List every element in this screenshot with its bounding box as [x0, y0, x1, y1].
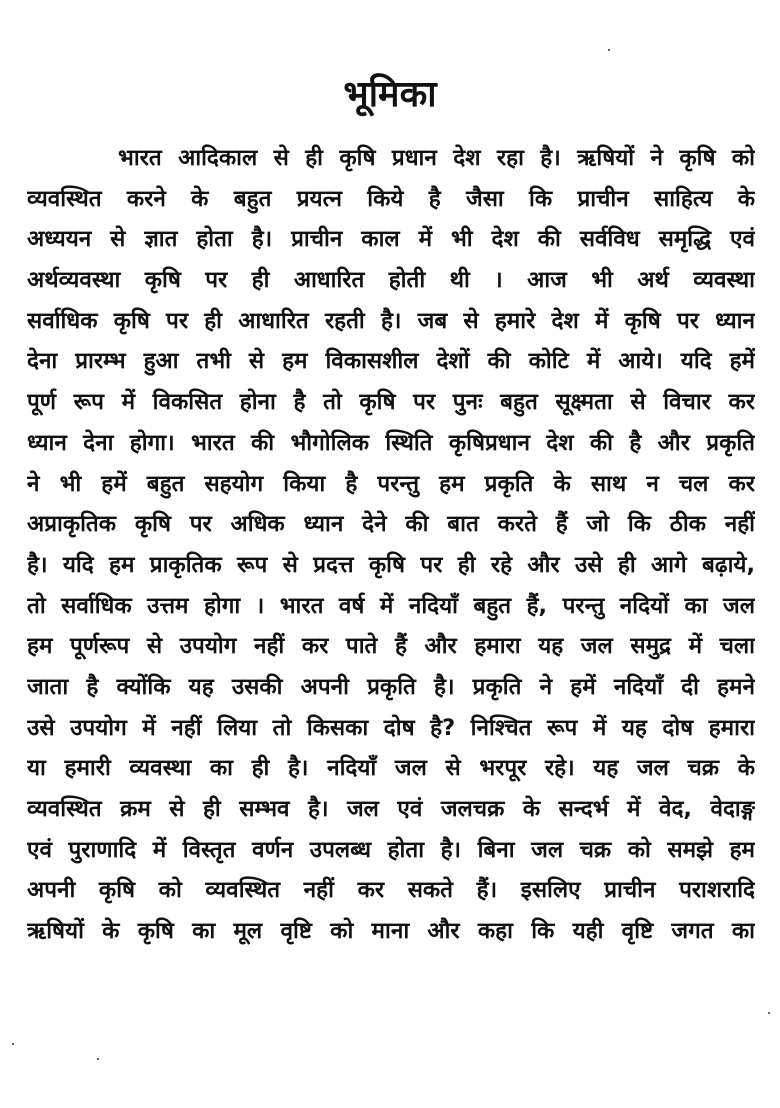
text-line: ऋषियों के कृषि का मूल वृष्टि को माना और कहा कि यही वृष्टि जगत का [27, 918, 755, 945]
page-title: भूमिका [343, 74, 437, 115]
scan-speck [608, 49, 610, 51]
text-line: भारत आदिकाल से ही कृषि प्रधान देश रहा है। ऋषियों ने कृषि को [118, 145, 755, 171]
text-line: व्यवस्थित क्रम से ही सम्भव है। जल एवं जलचक्र के सन्दर्भ में वेद, वेदाङ्ग [27, 796, 755, 822]
text-line: ने भी हमें बहुत सहयोग किया है परन्तु हम प्रकृति के साथ न चल कर [27, 470, 755, 497]
scan-speck [12, 1043, 14, 1045]
text-line: जाता है क्योंकि यह उसकी अपनी प्रकृति है। प्रकृति ने हमें नदियाँ दी हमने [27, 673, 755, 700]
text-line: अध्ययन से ज्ञात होता है। प्राचीन काल में भी देश की सर्वविध समृद्धि एवं [27, 226, 755, 253]
text-line: एवं पुराणादि में विस्तृत वर्णन उपलब्ध होता है। बिना जल चक्र को समझे हम [27, 836, 755, 863]
text-line: उसे उपयोग में नहीं लिया तो किसका दोष है? निश्चित रूप में यह दोष हमारा [27, 714, 755, 741]
text-line: अर्थव्यवस्था कृषि पर ही आधारित होती थी । आज भी अर्थ व्यवस्था [27, 267, 755, 294]
body-paragraph [27, 138, 755, 952]
text-line: अप्राकृतिक कृषि पर अधिक ध्यान देने की बात करते हैं जो कि ठीक नहीं [27, 511, 755, 538]
scan-speck [768, 1012, 770, 1014]
scan-speck [97, 1058, 99, 1060]
text-line: देना प्रारम्भ हुआ तभी से हम विकासशील देशों की कोटि में आये। यदि हमें [27, 348, 755, 375]
text-line: पूर्ण रूप में विकसित होना है तो कृषि पर पुनः बहुत सूक्ष्मता से विचार कर [27, 389, 755, 416]
text-line: है। यदि हम प्राकृतिक रूप से प्रदत्त कृषि पर ही रहे और उसे ही आगे बढ़ाये, [27, 551, 755, 578]
text-line: हम पूर्णरूप से उपयोग नहीं कर पाते हैं और हमारा यह जल समुद्र में चला [27, 633, 755, 660]
text-line: ध्यान देना होगा। भारत की भौगोलिक स्थिति कृषिप्रधान देश की है और प्रकृति [27, 429, 755, 456]
text-line: व्यवस्थित करने के बहुत प्रयत्न किये है जैसा कि प्राचीन साहित्य के [27, 185, 755, 212]
text-line: तो सर्वाधिक उत्तम होगा । भारत वर्ष में नदियाँ बहुत हैं, परन्तु नदियों का जल [27, 592, 755, 619]
text-line: सर्वाधिक कृषि पर ही आधारित रहती है। जब से हमारे देश में कृषि पर ध्यान [27, 307, 755, 334]
text-line: या हमारी व्यवस्था का ही है। नदियाँ जल से भरपूर रहे। यह जल चक्र के [27, 755, 755, 782]
text-line: अपनी कृषि को व्यवस्थित नहीं कर सकते हैं। इसलिए प्राचीन पराशरादि [27, 877, 755, 904]
